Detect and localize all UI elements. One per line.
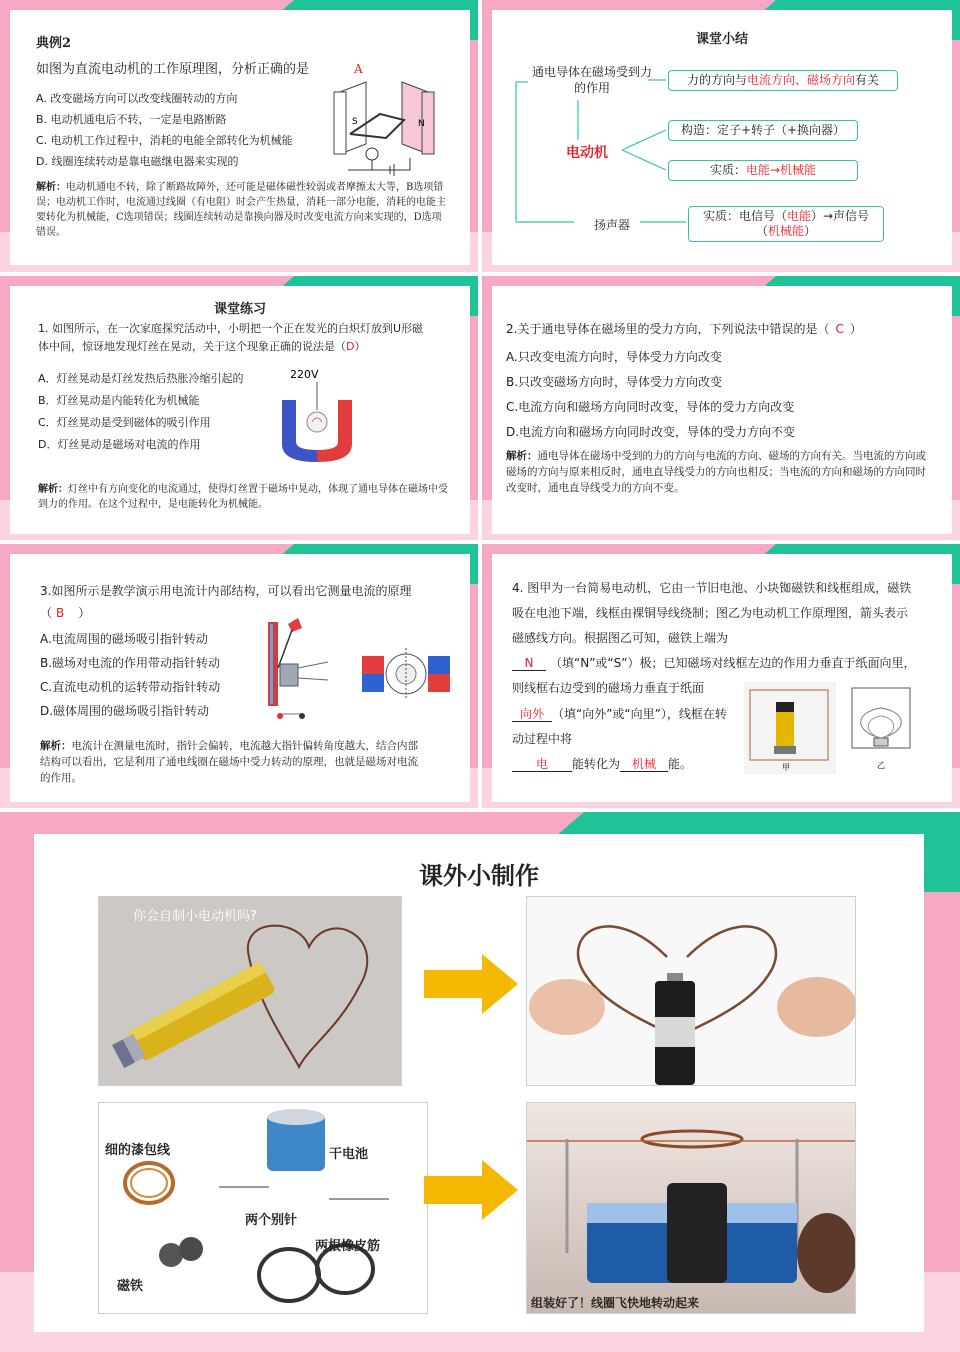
practice2-option-c: C.电流方向和磁场方向同时改变，导体的受力方向改变 — [506, 400, 795, 414]
slide-card — [10, 286, 470, 534]
u-magnet-bulb-figure — [272, 366, 362, 466]
example-option-c: C. 电动机工作过程中，消耗的电能全部转化为机械能 — [36, 134, 293, 147]
label-safety-pins: 两个别针 — [245, 1213, 298, 1228]
speaker-red-1: 电能 — [786, 209, 811, 223]
node-motor-structure: 构造：定子+转子（+换向器） — [668, 120, 858, 141]
simple-motor-photo-a — [744, 682, 836, 774]
practice3-option-b: B.磁场对电流的作用带动指针转动 — [40, 656, 221, 670]
force-desc-red: 电流方向、磁场方向 — [746, 73, 855, 87]
question-text: 3.如图所示是教学演示用电流计内部结构，可以看出它测量电流的原理（ — [40, 584, 412, 620]
practice3-option-c: C.直流电动机的运转带动指针转动 — [40, 680, 221, 694]
speaker-text-3: ） — [804, 224, 817, 238]
heart-coil-on-battery-image — [527, 897, 856, 1086]
text-3: （填“向外”或“向里”），线框在转动过程中将 — [512, 707, 727, 746]
question-answer: C — [835, 322, 844, 336]
slide-card — [10, 10, 470, 265]
practice-option-b: B．灯丝晃动是内能转化为机械能 — [38, 394, 200, 407]
summary-title: 课堂小结 — [695, 32, 748, 47]
label-battery: 干电池 — [329, 1147, 369, 1162]
field-lines-diagram-b — [844, 682, 918, 774]
practice2-question — [506, 320, 862, 337]
example-option-d: D. 线圈连续转动是靠电磁继电器来实现的 — [36, 155, 239, 168]
practice4-text-bottom — [512, 702, 738, 777]
blank-3: 电 — [512, 757, 572, 772]
question-end: ） — [849, 322, 862, 336]
text-5: 能。 — [668, 757, 693, 771]
practice-question — [38, 320, 430, 356]
node-motor-essence — [668, 160, 858, 181]
practice2-analysis — [506, 448, 932, 496]
question-end: ） — [78, 606, 91, 620]
text-4: 能转化为 — [572, 757, 621, 771]
practice2-option-b: B.只改变磁场方向时，导体受力方向改变 — [506, 375, 723, 389]
text-1: 4. 图甲为一台简易电动机，它由一节旧电池、小块铷磁铁和线框组成，磁铁吸在电池下端，线框由裸铜导线绕制；图乙为电动机工作原理图，箭头表示磁感线方向。根据图乙可知，磁铁上端为 — [512, 581, 912, 645]
assembled-motor-image — [527, 1103, 856, 1314]
analysis-label: 解析： — [40, 740, 72, 752]
analysis-label: 解析： — [36, 182, 66, 193]
blank-2: 向外 — [512, 707, 552, 722]
analysis-text: 灯丝中有方向变化的电流通过，使得灯丝置于磁场中晃动，体现了通电导体在磁场中受到力的作用。在这个过程中，是电能转化为机械能。 — [38, 484, 448, 510]
photo-diy-question — [98, 896, 402, 1086]
photo-materials — [98, 1102, 428, 1314]
slide-example-2 — [0, 0, 478, 272]
slide-practice-2 — [482, 276, 960, 540]
motor-essence-prefix: 实质： — [709, 163, 746, 177]
magnet-n-label: N — [418, 119, 425, 129]
speaker-text-1: 实质：电信号（ — [702, 209, 787, 223]
photo4-caption: 组装好了！线圈飞快地转动起来 — [531, 1296, 700, 1310]
blank-4: 机械 — [620, 757, 668, 772]
arrow-right-icon — [424, 954, 518, 1014]
practice-option-d: D．灯丝晃动是磁场对电流的作用 — [38, 438, 201, 451]
slide-card — [10, 554, 470, 802]
practice-title: 课堂练习 — [213, 302, 266, 317]
node-motor: 电动机 — [566, 145, 608, 161]
speaker-text-2: ）→声信号（ — [755, 209, 870, 238]
analysis-label: 解析： — [506, 450, 538, 462]
example-analysis — [36, 180, 448, 240]
example-answer: A — [354, 62, 363, 76]
motor-diagram — [330, 78, 438, 178]
practice-option-a: A．灯丝晃动是灯丝发热后热胀冷缩引起的 — [38, 372, 244, 385]
node-force-on-conductor: 通电导体在磁场受到力的作用 — [532, 65, 653, 95]
question-text: 2.关于通电导体在磁场里的受力方向，下列说法中错误的是（ — [506, 322, 830, 336]
battery-and-coil-image — [99, 897, 402, 1086]
slide-summary — [482, 0, 960, 272]
question-end: ） — [354, 340, 366, 353]
force-desc-suffix: 有关 — [855, 73, 880, 87]
node-speaker-essence — [688, 206, 884, 242]
fig-b-label: 乙 — [877, 761, 885, 770]
text-2-start: （填“N”或“S”）极；已知磁场对线框左边的作用力垂直于纸面向里，则线框右边受到的磁场力垂直于纸面 — [512, 656, 916, 695]
practice2-option-a: A.只改变电流方向时，导体受力方向改变 — [506, 350, 722, 364]
practice3-analysis — [40, 738, 424, 786]
analysis-text: 电动机通电不转，除了断路故障外，还可能是磁体磁性较弱或者摩擦太大等，B选项错误；电动机工作时，电流通过线圈（有电阻）时会产生热量，消耗一部分电能，消耗的电能主要转化为机械能，C选项错误；线圈连续转动是靠换向器及时改变电流方向来实现的，D选项错误。 — [36, 182, 446, 238]
example-question: 如图为直流电动机的工作原理图，分析正确的是 — [36, 62, 310, 77]
magnet-s-label: S — [352, 117, 358, 127]
photo-assembled-motor — [526, 1102, 856, 1314]
question-answer: D — [346, 340, 355, 353]
motor-essence-red: 电能→机械能 — [745, 163, 817, 177]
fig-a-label: 甲 — [782, 763, 790, 772]
slide-diy-motor — [0, 812, 960, 1352]
example-title: 典例2 — [36, 36, 72, 51]
slide-card — [34, 834, 924, 1332]
photo1-caption: 你会自制小电动机吗? — [133, 909, 257, 924]
photo-hands-heart-coil — [526, 896, 856, 1086]
slide-practice-3 — [0, 544, 478, 808]
galvanometer-structure-figure — [258, 618, 354, 722]
practice-analysis — [38, 482, 450, 512]
analysis-label: 解析： — [38, 484, 68, 495]
practice3-option-a: A.电流周围的磁场吸引指针转动 — [40, 632, 208, 646]
analysis-text: 电流计在测量电流时，指针会偏转，电流越大指针偏转角度越大，结合内部结构可以看出，它是利用了通电线圈在磁场中受力转动的原理，也就是磁场对电流的作用。 — [40, 740, 418, 784]
practice2-option-d: D.电流方向和磁场方向同时改变，导体的受力方向不变 — [506, 425, 796, 439]
label-rubber-bands: 两根橡皮筋 — [315, 1239, 381, 1254]
practice-option-c: C．灯丝晃动是受到磁体的吸引作用 — [38, 416, 211, 429]
force-desc-prefix: 力的方向与 — [686, 73, 747, 87]
slide-practice-1 — [0, 276, 478, 540]
practice3-question — [40, 580, 450, 624]
arrow-right-icon — [424, 1160, 518, 1220]
analysis-text: 通电导体在磁场中受到的力的方向与电流的方向、磁场的方向有关。当电流的方向或磁场的方向与原来相反时，通电直导线受力的方向也相反；当电流的方向和磁场的方向同时改变时，通电直导线受力的方向不变。 — [506, 450, 926, 494]
node-speaker: 扬声器 — [594, 218, 631, 232]
node-force-direction — [668, 70, 898, 91]
label-enamel-wire: 细的漆包线 — [105, 1143, 171, 1158]
slide-practice-4 — [482, 544, 960, 808]
practice3-option-d: D.磁体周围的磁场吸引指针转动 — [40, 704, 210, 718]
question-answer: B — [56, 606, 65, 620]
diy-title: 课外小制作 — [419, 862, 539, 890]
example-option-b: B. 电动机通电后不转，一定是电路断路 — [36, 113, 227, 126]
coil-in-magnet-figure — [360, 644, 452, 704]
question-text: 1. 如图所示，在一次家庭探究活动中，小明把一个正在发光的白炽灯放到U形磁体中间，惊讶地发现灯丝在晃动，关于这个现象正确的说法是（ — [38, 322, 424, 353]
label-magnet: 磁铁 — [117, 1279, 144, 1294]
example-option-a: A. 改变磁场方向可以改变线圈转动的方向 — [36, 92, 238, 105]
speaker-red-2: 机械能 — [767, 224, 804, 238]
slide-card — [492, 554, 952, 802]
slide-card — [492, 10, 952, 265]
slide-card — [492, 286, 952, 534]
blank-1: N — [512, 656, 546, 671]
voltage-label: 220V — [290, 368, 319, 381]
